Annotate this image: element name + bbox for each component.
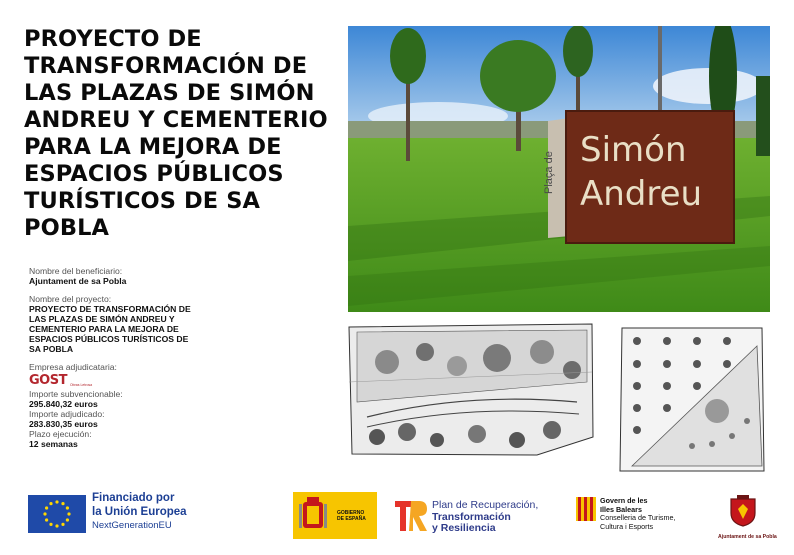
prtr-logo-icon bbox=[393, 497, 429, 535]
gob-line-1: GOBIERNO bbox=[337, 510, 365, 516]
page-title: PROYECTO DE TRANSFORMACIÓN DE LAS PLAZAS DE SIMÓN ANDREU Y CEMENTERIO PARA LA MEJORA DE ESPACIOS PÚBLICOS TURÍSTICOS DE SA POBLA bbox=[24, 26, 328, 241]
gost-logo-sub: Obras Letrosa bbox=[69, 383, 93, 387]
eu-line-1: Financiado por bbox=[92, 492, 175, 504]
beneficiario-label: Nombre del beneficiario: bbox=[29, 266, 123, 276]
proyecto-label: Nombre del proyecto: bbox=[29, 294, 112, 304]
balearic-flag-icon bbox=[576, 497, 596, 521]
adjudicado-label: Importe adjudicado: bbox=[29, 409, 105, 419]
site-plan-simon-andreu bbox=[347, 322, 595, 462]
empresa-label: Empresa adjudicataria: bbox=[29, 362, 117, 372]
eu-stars-icon bbox=[28, 495, 86, 533]
plazo-value: 12 semanas bbox=[29, 439, 78, 449]
gobierno-espana-logo bbox=[293, 492, 377, 539]
ajuntament-sa-pobla-logo bbox=[718, 495, 777, 540]
prtr-line-2: Transformación bbox=[432, 510, 511, 523]
site-plan-right-drawing bbox=[612, 326, 772, 474]
sa-pobla-shield-icon bbox=[728, 495, 758, 527]
govern-line-1: Govern de les bbox=[600, 496, 648, 505]
plaza-photo-illustration bbox=[348, 26, 770, 312]
adjudicado-value: 283.830,35 euros bbox=[29, 419, 98, 429]
eu-line-2: la Unión Europea bbox=[92, 505, 187, 518]
site-plan-cementerio bbox=[612, 326, 772, 479]
gost-logo-word: GOST bbox=[29, 373, 67, 388]
govern-illes-balears-logo bbox=[576, 497, 596, 526]
prtr-line-1: Plan de Recuperación, bbox=[432, 499, 539, 511]
site-plan-left-drawing bbox=[347, 322, 595, 457]
eu-line-3: NextGenerationEU bbox=[92, 520, 172, 531]
govern-line-4: Cultura i Esports bbox=[600, 521, 654, 531]
eu-flag-icon bbox=[28, 495, 86, 533]
project-info bbox=[29, 266, 329, 449]
sign-side-text: Plaça de bbox=[543, 151, 555, 194]
sign-line-2: Andreu bbox=[580, 174, 703, 214]
plaza-photo bbox=[348, 26, 770, 312]
beneficiario-value: Ajuntament de sa Pobla bbox=[29, 276, 127, 286]
proyecto-value: PROYECTO DE TRANSFORMACIÓN DE LAS PLAZAS DE SIMÓN ANDREU Y CEMENTERIO PARA LA MEJORA DE ESPACIOS PÚBLICOS TURÍSTICOS DE SA POBLA bbox=[29, 304, 191, 354]
prtr-line-3: y Resiliencia bbox=[432, 522, 496, 534]
sa-pobla-text: Ajuntament de sa Pobla bbox=[718, 534, 777, 540]
sign-line-1: Simón bbox=[580, 130, 687, 170]
subvencionable-label: Importe subvencionable: bbox=[29, 389, 123, 399]
subvencionable-value: 295.840,32 euros bbox=[29, 399, 98, 409]
gost-logo bbox=[29, 374, 329, 387]
prtr-text bbox=[432, 500, 538, 535]
govern-line-3: Conselleria de Turisme, bbox=[600, 513, 676, 523]
plazo-label: Plazo ejecución: bbox=[29, 429, 92, 439]
govern-line-2: Illes Balears bbox=[600, 504, 642, 514]
gob-line-2: DE ESPAÑA bbox=[337, 516, 366, 522]
prtr-tr-icon bbox=[393, 497, 429, 535]
govern-text bbox=[600, 497, 676, 531]
eu-funding-text bbox=[92, 492, 187, 533]
spain-coat-of-arms-icon bbox=[293, 492, 333, 539]
